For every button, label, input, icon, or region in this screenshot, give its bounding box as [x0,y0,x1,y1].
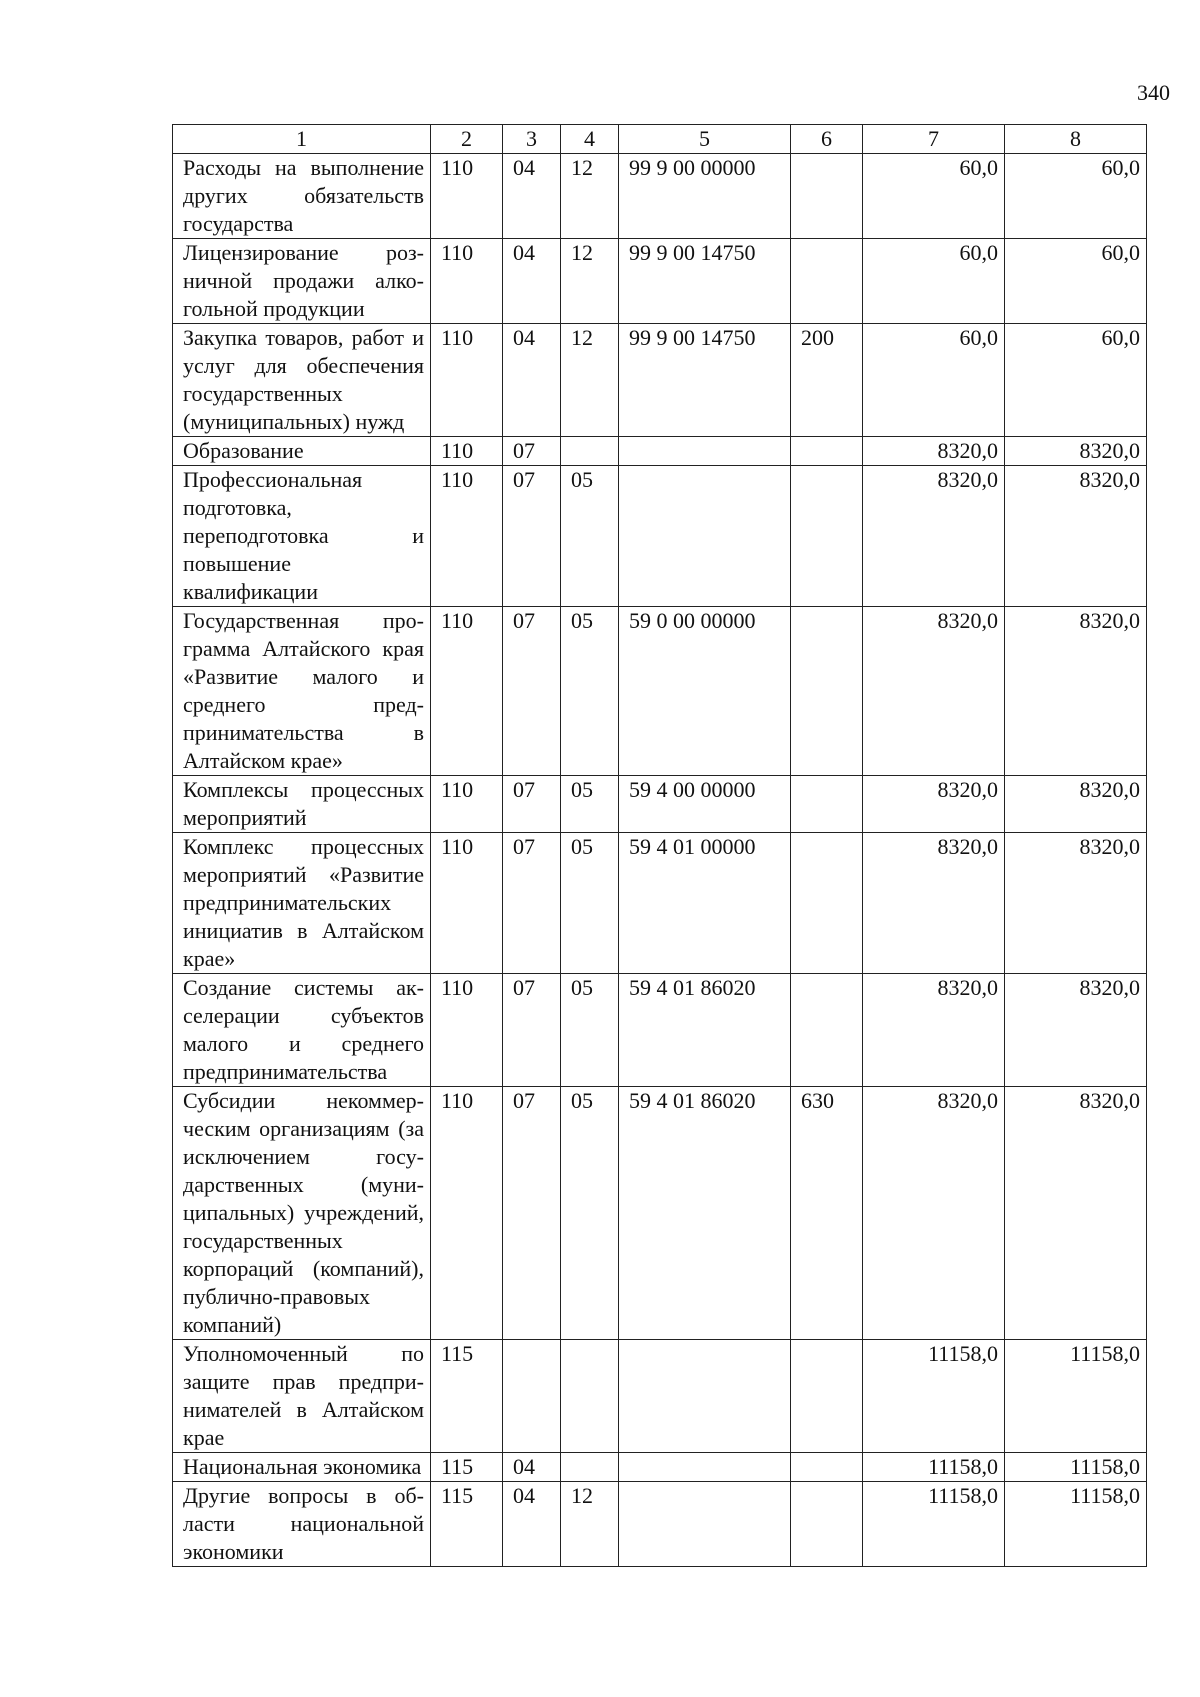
amount-year2-cell: 11158,0 [1005,1340,1147,1453]
target-article-cell: 99 9 00 14750 [619,239,791,324]
column-header: 2 [431,125,503,154]
chapter-code-cell: 115 [431,1482,503,1567]
chapter-code-cell: 110 [431,833,503,974]
target-article-cell: 59 4 01 86020 [619,974,791,1087]
expense-type-cell [791,776,863,833]
column-header: 7 [863,125,1005,154]
amount-year2-cell: 8320,0 [1005,437,1147,466]
expense-type-cell [791,1482,863,1567]
chapter-code-cell: 110 [431,239,503,324]
target-article-cell [619,437,791,466]
expense-type-cell: 200 [791,324,863,437]
chapter-code-cell: 110 [431,154,503,239]
chapter-code-cell: 110 [431,974,503,1087]
row-name-cell: Профессиональная подготовка, переподготовка и повышение квалификации [173,466,431,607]
page-number: 340 [1137,80,1170,105]
amount-year2-cell: 8320,0 [1005,1087,1147,1340]
subsection-code-cell: 05 [561,974,619,1087]
expense-type-cell [791,1340,863,1453]
target-article-cell [619,466,791,607]
subsection-code-cell [561,1340,619,1453]
amount-year2-cell: 60,0 [1005,154,1147,239]
expense-type-cell [791,437,863,466]
amount-year1-cell: 8320,0 [863,776,1005,833]
target-article-cell: 99 9 00 00000 [619,154,791,239]
subsection-code-cell: 12 [561,239,619,324]
column-header: 1 [173,125,431,154]
amount-year1-cell: 11158,0 [863,1453,1005,1482]
expense-type-cell [791,833,863,974]
chapter-code-cell: 110 [431,437,503,466]
table-row [173,1453,1147,1482]
table-row [173,239,1147,324]
amount-year2-cell: 60,0 [1005,239,1147,324]
subsection-code-cell: 12 [561,324,619,437]
expense-type-cell [791,607,863,776]
expense-type-cell: 630 [791,1087,863,1340]
expense-type-cell [791,1453,863,1482]
expense-type-cell [791,466,863,607]
table-header-row [173,125,1147,154]
section-code-cell: 07 [503,974,561,1087]
amount-year1-cell: 11158,0 [863,1340,1005,1453]
expense-type-cell [791,974,863,1087]
amount-year1-cell: 8320,0 [863,1087,1005,1340]
section-code-cell: 07 [503,437,561,466]
row-name-cell: Закупка товаров, работ и услуг для обеспечения государственных (муниципальных) нужд [173,324,431,437]
row-name-cell: Другие вопросы в области национальной экономики [173,1482,431,1567]
row-name-cell: Национальная экономика [173,1453,431,1482]
section-code-cell: 07 [503,1087,561,1340]
target-article-cell [619,1482,791,1567]
chapter-code-cell: 110 [431,607,503,776]
target-article-cell [619,1453,791,1482]
subsection-code-cell [561,437,619,466]
subsection-code-cell: 05 [561,776,619,833]
section-code-cell: 04 [503,1453,561,1482]
target-article-cell: 59 0 00 00000 [619,607,791,776]
row-name-cell: Субсидии некоммерческим организациям (за исключением государственных (муниципальных) учреждений, государственных корпораций (компаний), публично-правовых компаний) [173,1087,431,1340]
column-header: 6 [791,125,863,154]
expense-type-cell [791,154,863,239]
row-name-cell: Государственная программа Алтайского края «Развитие малого и среднего предпринимательства в Алтайском крае» [173,607,431,776]
table-row [173,974,1147,1087]
chapter-code-cell: 115 [431,1340,503,1453]
amount-year2-cell: 11158,0 [1005,1453,1147,1482]
chapter-code-cell: 110 [431,466,503,607]
section-code-cell: 04 [503,154,561,239]
amount-year1-cell: 60,0 [863,324,1005,437]
table-row [173,437,1147,466]
row-name-cell: Уполномоченный по защите прав предпринимателей в Алтайском крае [173,1340,431,1453]
section-code-cell: 07 [503,607,561,776]
chapter-code-cell: 110 [431,776,503,833]
row-name-cell: Комплекс процессных мероприятий «Развитие предпринимательских инициатив в Алтайском крае» [173,833,431,974]
target-article-cell: 59 4 00 00000 [619,776,791,833]
amount-year1-cell: 11158,0 [863,1482,1005,1567]
amount-year1-cell: 8320,0 [863,466,1005,607]
column-header: 4 [561,125,619,154]
row-name-cell: Комплексы процессных мероприятий [173,776,431,833]
amount-year2-cell: 11158,0 [1005,1482,1147,1567]
table-row [173,154,1147,239]
amount-year2-cell: 8320,0 [1005,974,1147,1087]
amount-year2-cell: 8320,0 [1005,466,1147,607]
subsection-code-cell: 05 [561,1087,619,1340]
target-article-cell: 99 9 00 14750 [619,324,791,437]
section-code-cell: 07 [503,776,561,833]
table-row [173,1340,1147,1453]
table-row [173,324,1147,437]
amount-year2-cell: 60,0 [1005,324,1147,437]
section-code-cell: 07 [503,833,561,974]
amount-year1-cell: 8320,0 [863,833,1005,974]
table-row [173,466,1147,607]
chapter-code-cell: 115 [431,1453,503,1482]
amount-year2-cell: 8320,0 [1005,776,1147,833]
target-article-cell: 59 4 01 86020 [619,1087,791,1340]
amount-year1-cell: 8320,0 [863,974,1005,1087]
table-row [173,1087,1147,1340]
subsection-code-cell: 12 [561,154,619,239]
amount-year1-cell: 8320,0 [863,437,1005,466]
amount-year1-cell: 60,0 [863,239,1005,324]
amount-year1-cell: 8320,0 [863,607,1005,776]
section-code-cell: 04 [503,239,561,324]
expense-type-cell [791,239,863,324]
table-row [173,1482,1147,1567]
subsection-code-cell: 05 [561,833,619,974]
section-code-cell: 04 [503,324,561,437]
amount-year2-cell: 8320,0 [1005,833,1147,974]
chapter-code-cell: 110 [431,324,503,437]
row-name-cell: Расходы на выполнение других обязательств государства [173,154,431,239]
table-row [173,833,1147,974]
subsection-code-cell: 05 [561,607,619,776]
row-name-cell: Образование [173,437,431,466]
budget-table [172,124,1147,1567]
column-header: 5 [619,125,791,154]
row-name-cell: Лицензирование розничной продажи алкогольной продукции [173,239,431,324]
section-code-cell [503,1340,561,1453]
subsection-code-cell [561,1453,619,1482]
section-code-cell: 04 [503,1482,561,1567]
target-article-cell [619,1340,791,1453]
target-article-cell: 59 4 01 00000 [619,833,791,974]
amount-year2-cell: 8320,0 [1005,607,1147,776]
table-row [173,607,1147,776]
section-code-cell: 07 [503,466,561,607]
column-header: 8 [1005,125,1147,154]
table-row [173,776,1147,833]
subsection-code-cell: 12 [561,1482,619,1567]
subsection-code-cell: 05 [561,466,619,607]
chapter-code-cell: 110 [431,1087,503,1340]
amount-year1-cell: 60,0 [863,154,1005,239]
row-name-cell: Создание системы акселерации субъектов малого и среднего предпринимательства [173,974,431,1087]
column-header: 3 [503,125,561,154]
